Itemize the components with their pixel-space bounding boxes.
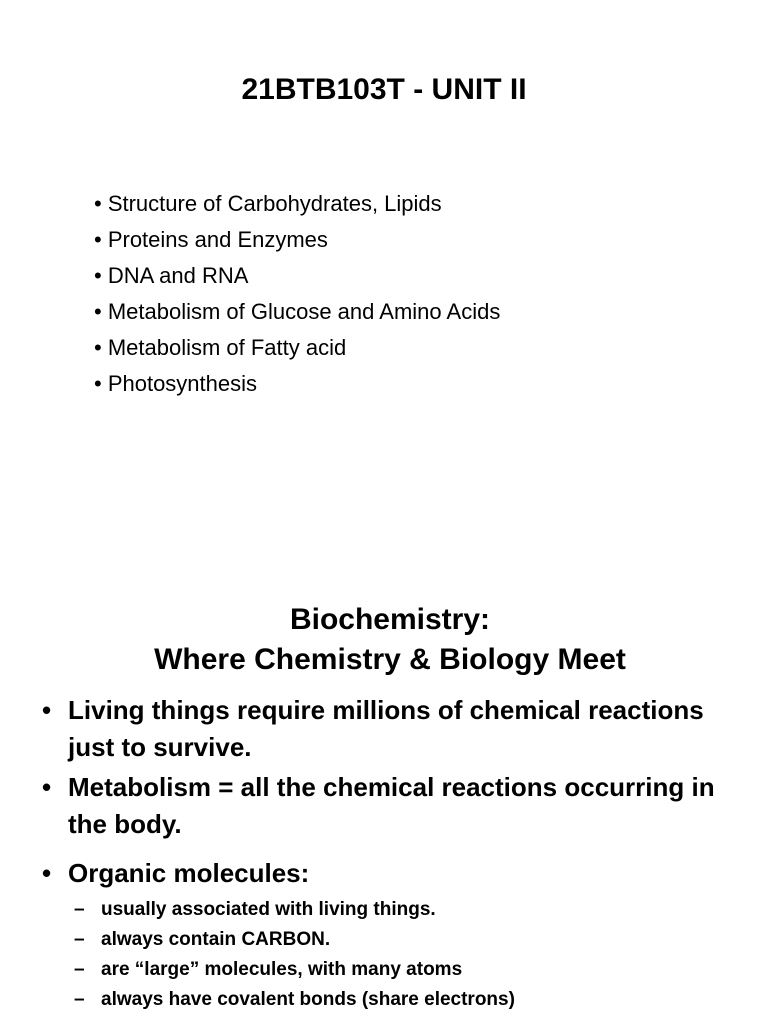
bullet-text: Living things require millions of chemical reactions just to survive. <box>68 695 704 762</box>
topic-item: • Proteins and Enzymes <box>94 227 328 252</box>
sub-bullet-item <box>68 925 742 955</box>
sub-bullet-text: always contain CARBON. <box>101 929 331 950</box>
section-title-line-1: Biochemistry: <box>289 603 491 636</box>
sub-bullet-text: usually associated with living things. <box>101 899 436 920</box>
sub-bullet-item <box>68 895 742 925</box>
slide-title: 21BTB103T - UNIT II <box>241 73 527 106</box>
bullet-text: Organic molecules: <box>68 858 310 888</box>
sub-bullet-item <box>68 955 742 985</box>
section-title-line-2: Where Chemistry & Biology Meet <box>154 643 626 676</box>
topic-item: • Metabolism of Glucose and Amino Acids <box>94 299 501 324</box>
bullet-item <box>42 855 742 1015</box>
bullet-text: Metabolism = all the chemical reactions occurring in the body. <box>68 772 715 839</box>
topic-item: • Photosynthesis <box>94 371 258 396</box>
bullet-dot: • <box>42 772 52 802</box>
dash-marker: – <box>74 989 85 1010</box>
bullet-dot: • <box>42 695 52 725</box>
bullet-dot: • <box>42 858 52 888</box>
bullet-item <box>42 692 742 766</box>
dash-marker: – <box>74 929 85 950</box>
topic-list <box>94 186 500 402</box>
dash-marker: – <box>74 959 85 980</box>
sub-bullet-text: are “large” molecules, with many atoms <box>101 959 463 980</box>
topic-item: • Metabolism of Fatty acid <box>94 335 347 360</box>
sub-bullet-text: always have covalent bonds (share electrons) <box>101 989 515 1010</box>
bullet-list <box>42 692 742 1015</box>
bullet-item <box>42 769 742 843</box>
sub-bullet-list <box>68 895 742 1015</box>
dash-marker: – <box>74 899 85 920</box>
topic-item: • Structure of Carbohydrates, Lipids <box>94 191 442 216</box>
sub-bullet-item <box>68 985 742 1015</box>
topic-item: • DNA and RNA <box>94 263 249 288</box>
section-title <box>0 600 768 680</box>
